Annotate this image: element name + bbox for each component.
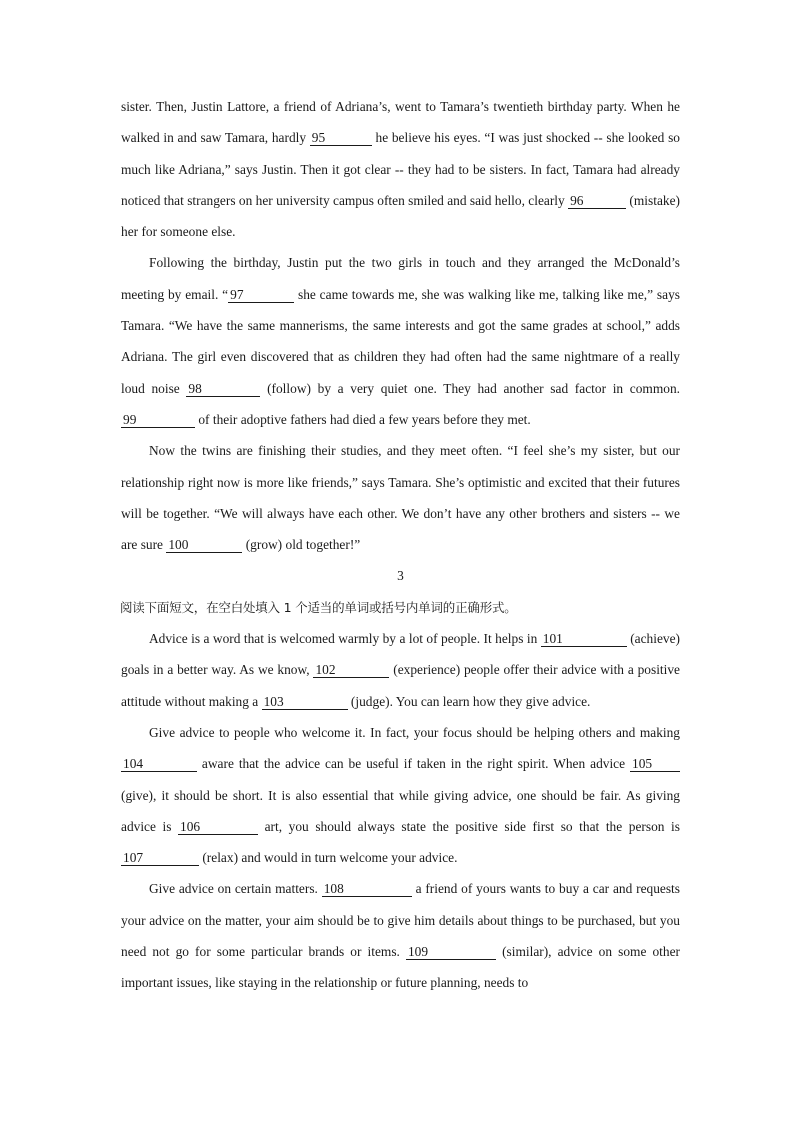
text-segment: Give advice to people who welcome it. In fact, your focus should be helping others and making: [149, 724, 680, 740]
text-segment: (give), it should be short. It is also essential that while giving advice, one should be fair. As giving advice is: [121, 787, 680, 834]
text-segment: Now the twins are finishing their studies, and they meet often. “I feel she’s my sister, but our relationship right now is more like friends,” says Tamara. She’s optimistic and excited that their futures will be together. “We will always have each other. We don’t have any other brothers and sisters -- we are sure: [121, 443, 680, 553]
text-segment: (achieve) goals in a better way. As we know,: [121, 631, 681, 678]
text-segment: he believe his eyes. “I was just shocked -- she looked so much like Adriana,” says Justin. Then it got clear -- they had to be sisters. In fact, Tamara had already noticed that strangers on her university campus often smiled and said hello, clearly: [121, 130, 680, 208]
section-instruction: 阅读下面短文，在空白处填入 1 个适当的单词或括号内单词的正确形式。: [120, 599, 517, 615]
blank-106[interactable]: 106: [178, 819, 258, 835]
blank-109[interactable]: 109: [406, 944, 496, 960]
blank-105[interactable]: 105: [630, 756, 680, 772]
blank-100[interactable]: 100: [166, 537, 242, 553]
passage-paragraph-6: [121, 873, 680, 998]
text-segment: she came towards me, she was walking like me, talking like me,” says Tamara. “We have the same mannerisms, the same interests and got the same grades at school,” adds Adriana. The girl even discovered that as children they had often had the same nightmare of a really loud noise: [121, 286, 680, 396]
blank-103[interactable]: 103: [262, 694, 348, 710]
blank-98[interactable]: 98: [186, 381, 260, 397]
blank-95[interactable]: 95: [310, 130, 372, 146]
text-segment: (experience) people offer their advice with a positive attitude without making a: [121, 662, 680, 709]
text-segment: (similar), advice on some other important issues, like staying in the relationship or future planning, needs to: [121, 944, 680, 991]
text-segment: (follow) by a very quiet one. They had another sad factor in common.: [260, 380, 680, 396]
text-segment: sister. Then, Justin Lattore, a friend of Adriana’s, went to Tamara’s twentieth birthday party. When he walked in and saw Tamara, hardly: [121, 99, 680, 146]
text-segment: Advice is a word that is welcomed warmly by a lot of people. It helps in: [149, 631, 541, 647]
blank-102[interactable]: 102: [313, 662, 389, 678]
passage-paragraph-2: [121, 247, 680, 435]
text-segment: a friend of yours wants to buy a car and requests your advice on the matter, your aim should be to give him details about things to be purchased, but you need not go for some particular brands or items.: [121, 881, 680, 960]
blank-108[interactable]: 108: [322, 881, 412, 897]
section-number: 3: [397, 568, 404, 584]
blank-96[interactable]: 96: [568, 193, 626, 209]
document-page: [121, 91, 680, 999]
blank-104[interactable]: 104: [121, 756, 197, 772]
passage-paragraph-5: [121, 717, 680, 873]
passage-paragraph-4: [121, 623, 680, 717]
text-segment: (judge). You can learn how they give advice.: [347, 693, 591, 709]
blank-97[interactable]: 97: [228, 287, 294, 303]
text-segment: (relax) and would in turn welcome your advice.: [199, 850, 458, 866]
text-segment: art, you should always state the positive side first so that the person is: [258, 818, 680, 834]
blank-101[interactable]: 101: [541, 631, 627, 647]
passage-paragraph-1: [121, 91, 680, 247]
text-segment: aware that the advice can be useful if taken in the right spirit. When advice: [197, 756, 630, 772]
text-segment: (mistake) her for someone else.: [121, 192, 680, 240]
text-segment: Following the birthday, Justin put the two girls in touch and they arranged the McDonald’s meeting by email. “: [121, 255, 680, 302]
passage-paragraph-3: [121, 435, 680, 560]
text-segment: (grow) old together!”: [242, 537, 361, 553]
blank-99[interactable]: 99: [121, 412, 195, 428]
text-segment: of their adoptive fathers had died a few years before they met.: [195, 411, 531, 427]
text-segment: Give advice on certain matters.: [149, 881, 322, 897]
blank-107[interactable]: 107: [121, 850, 199, 866]
